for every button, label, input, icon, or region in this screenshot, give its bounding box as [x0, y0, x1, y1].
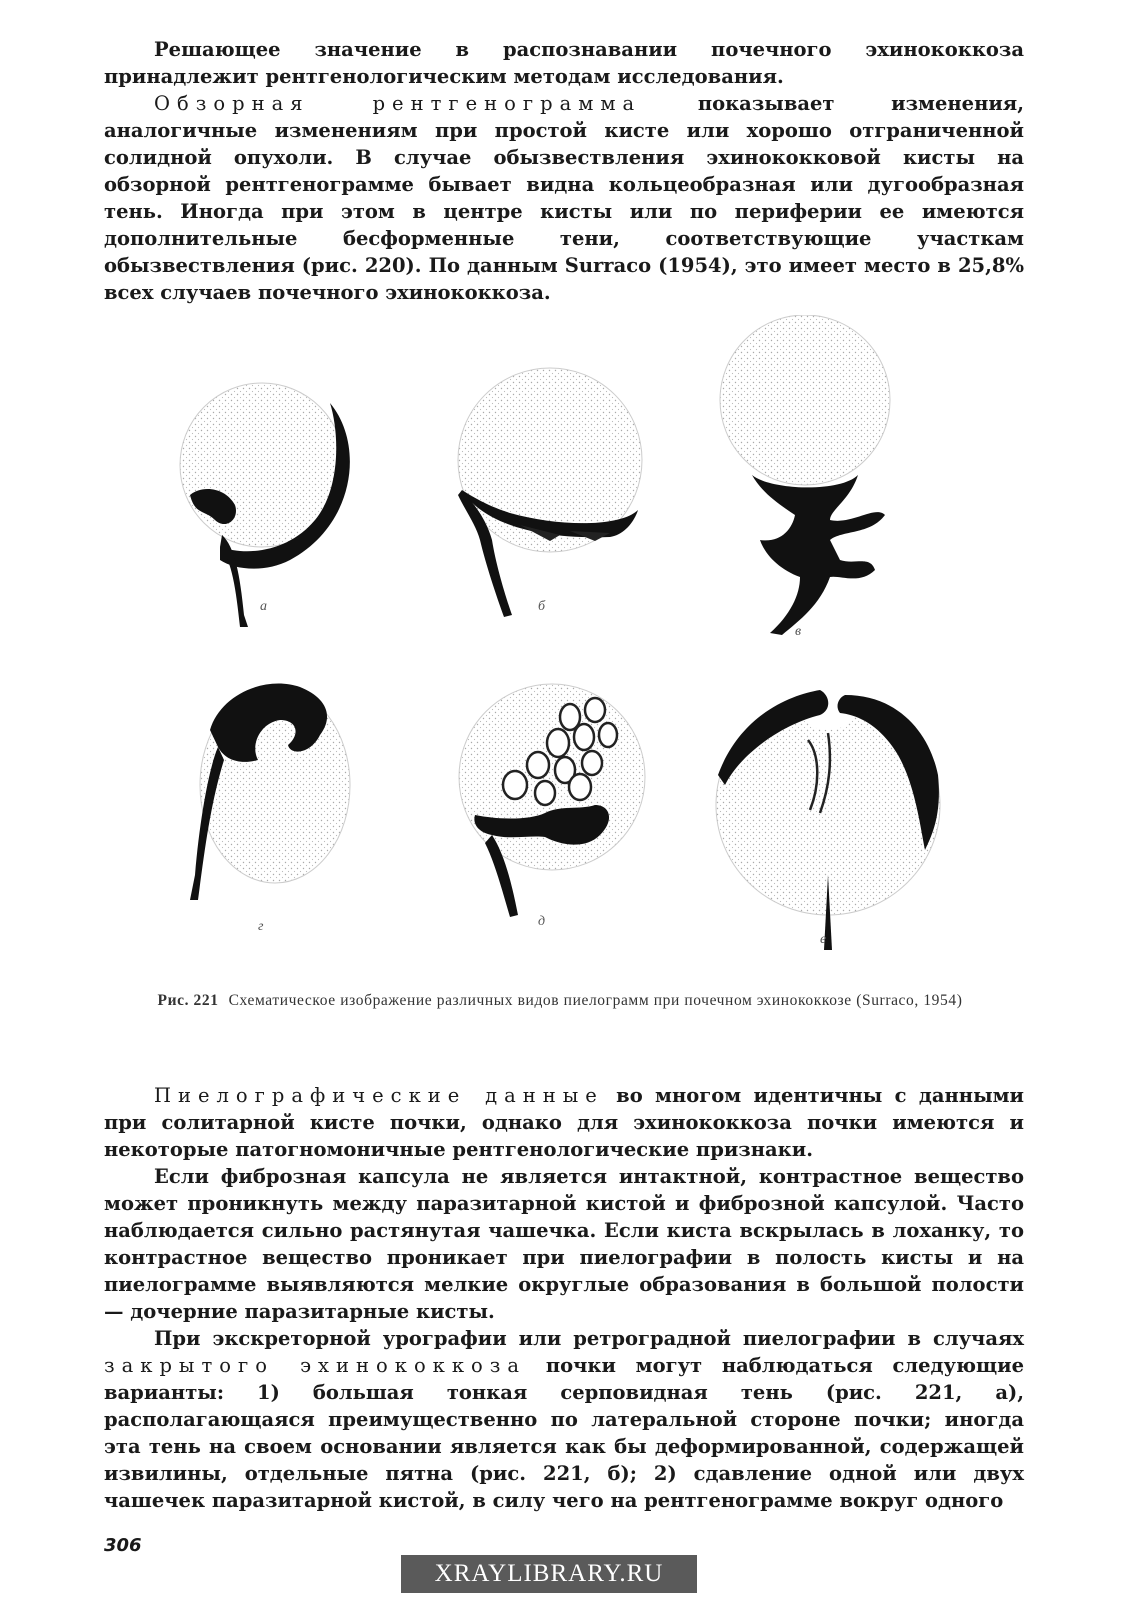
figure-label: б	[538, 599, 546, 614]
text-block-top	[104, 36, 1024, 306]
pyelogram-schematic	[140, 315, 980, 970]
spaced-term: закрытого эхинококкоза	[104, 1354, 527, 1377]
paragraph	[104, 36, 1024, 90]
text-run: во многом идентичны с данными при солитарной кисте почки, однако для эхинококкоза почки имеются и некоторые патогномоничные рентгенологические признаки.	[104, 1084, 1025, 1161]
text-run: Решающее значение в распознавании почечного эхинококкоза принадлежит рентгенологическим методам исследования.	[104, 38, 1024, 88]
page-number: 306	[104, 1535, 142, 1556]
figure-221	[140, 315, 980, 970]
text-run: При экскреторной урографии или ретроградной пиелографии в случаях	[154, 1327, 1024, 1350]
diagram-a	[180, 383, 350, 627]
text-run: Если фиброзная капсула не является интактной, контрастное вещество может проникнуть между паразитарной кистой и фиброзной капсулой. Часто наблюдается сильно растянутая чашечка. Если киста вскрылась в лоханку, то контрастное вещество проникает при пиелографии в полость кисты и на пиелограмме выявляются мелкие округлые образования в большой полости — дочерние паразитарные кисты.	[104, 1165, 1024, 1323]
diagram-b	[458, 368, 642, 617]
caption-text: Схематическое изображение различных видов пиелограмм при почечном эхинококкозе (Surraco, 1954)	[228, 992, 963, 1009]
caption-number: Рис. 221	[157, 992, 219, 1009]
figure-caption	[140, 990, 980, 1011]
paragraph	[104, 90, 1024, 306]
figure-label: д	[538, 914, 546, 929]
figure-label: в	[795, 624, 802, 639]
diagram-f	[716, 660, 940, 950]
text-run: показывает изменения, аналогичные изменениям при простой кисте или хорошо отграниченной солидной опухоли. В случае обызвествления эхинококковой кисты на обзорной рентгенограмме бывает видна кольцеобразная или дугообразная тень. Иногда при этом в центре кисты или по периферии ее имеются дополнительные бесформенные тени, соответствующие участкам обызвествления (рис. 220). По данным Surraco (1954), это имеет место в 25,8% всех случаев почечного эхинококкоза.	[104, 92, 1025, 304]
figure-label: г	[258, 919, 264, 934]
figure-label: е	[820, 932, 827, 947]
spaced-term: Пиелографические данные	[154, 1084, 604, 1107]
spaced-term: Обзорная рентгенограмма	[154, 92, 642, 115]
paragraph	[104, 1082, 1024, 1163]
paragraph	[104, 1325, 1024, 1514]
text-block-bottom	[104, 1082, 1024, 1514]
figure-label: а	[260, 599, 267, 614]
watermark: XRAYLIBRARY.RU	[401, 1555, 697, 1593]
diagram-e	[459, 684, 645, 917]
diagram-d	[190, 684, 350, 900]
diagram-c	[720, 315, 890, 635]
paragraph	[104, 1163, 1024, 1325]
text-run: почки могут наблюдаться следующие варианты: 1) большая тонкая серповидная тень (рис. 221, а), располагающаяся преимущественно по латеральной стороне почки; иногда эта тень на своем основании является как бы деформированной, содержащей извилины, отдельные пятна (рис. 221, б); 2) сдавление одной или двух чашечек паразитарной кистой, в силу чего на рентгенограмме вокруг одного	[104, 1354, 1024, 1512]
